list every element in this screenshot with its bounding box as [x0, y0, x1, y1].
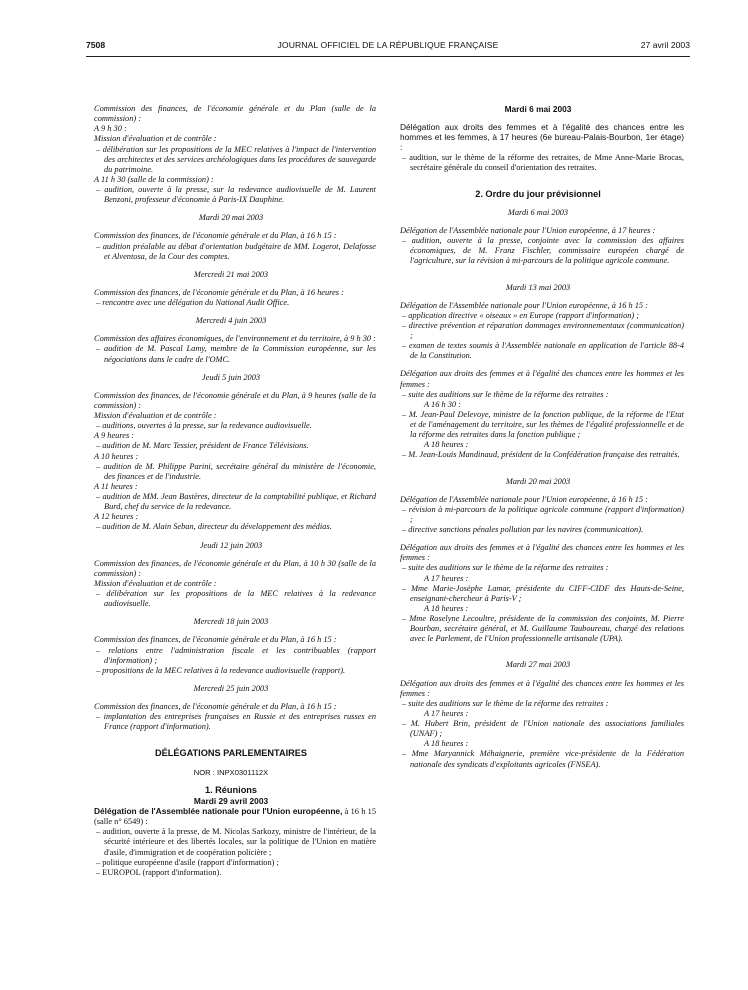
list-item: – audition de M. Marc Tessier, président de France Télévisions. [96, 441, 309, 451]
list-item: – audition, ouverte à la presse, conjointe avec la commission des affaires économiques, de M. Franz Fischler, commissaire européen chargé de l'agriculture, sur la révision à mi-parcours de la politique agricole commune. [402, 236, 684, 266]
list-item: – audition, sur le thème de la réforme des retraites, de Mme Anne-Marie Brocas, secrétaire générale du conseil d'orientation des retraites. [402, 152, 684, 172]
list-item: – rencontre avec une délégation du National Audit Office. [96, 298, 290, 307]
date-heading: Mardi 20 mai 2003 [198, 213, 264, 223]
time-label: A 18 heures : [424, 739, 469, 749]
list-item: – délibération sur les propositions de la MEC relatives à la redevance audiovisuelle. [96, 589, 376, 609]
list-item: – audition, ouverte à la presse, sur la redevance audiovisuelle de M. Laurent Benzoni, professeur d'économie à Paris-IX Dauphine. [96, 185, 376, 205]
date-heading: Mardi 6 mai 2003 [507, 207, 569, 217]
list-item: – examen de textes soumis à l'Assemblée nationale en application de l'article 88-4 de la Constitution. [402, 341, 684, 361]
list-item: – audition de M. Alain Seban, directeur du développement des médias. [96, 522, 332, 532]
paragraph: A 9 heures : [94, 431, 135, 441]
time-label: A 17 heures : [424, 573, 469, 583]
time-label: A 18 heures : [424, 603, 469, 613]
list-item: – suite des auditions sur le thème de la réforme des retraites : [402, 563, 609, 573]
list-item: – application directive « oiseaux » en Europe (rapport d'information) ; [402, 310, 640, 320]
time-label: A 18 heures : [424, 440, 469, 450]
issue-date: 27 avril 2003 [640, 40, 690, 50]
date-heading: Mercredi 4 juin 2003 [195, 316, 267, 326]
paragraph: Commission des affaires économiques, de l'environnement et du territoire, à 9 h 30 : [94, 334, 376, 344]
paragraph: Mission d'évaluation et de contrôle : [94, 411, 217, 420]
list-item: – Mme Roselyne Lecoultre, présidente de la commission des conjoints, M. Pierre Bourban, secrétaire général, et M. Guillaume Tauboureau, chargé des relations avec le Parlement, de l'Union professionnelle artisanale (UPA). [402, 614, 684, 644]
list-item: – audition de M. Pascal Lamy, membre de la Commission européenne, sur les négociations dans le cadre de l'OMC. [96, 344, 376, 364]
date-heading: Mercredi 21 mai 2003 [193, 269, 269, 279]
paragraph: A 11 h 30 (salle de la commission) : [94, 174, 214, 184]
list-item: – politique européenne d'asile (rapport d'information) ; [96, 857, 279, 867]
date-heading: Jeudi 5 juin 2003 [201, 372, 261, 382]
list-item: – M. Jean-Louis Mandinaud, président de la Confédération française des retraités. [402, 450, 680, 460]
paragraph: Délégation de l'Assemblée nationale pour l'Union européenne, à 16 h 15 : [400, 494, 648, 504]
paragraph: Mission d'évaluation et de contrôle : [94, 578, 217, 588]
paragraph: Commission des finances, de l'économie générale et du Plan (salle de la commission) : [94, 104, 376, 124]
list-item: – audition, ouverte à la presse, de M. Nicolas Sarkozy, ministre de l'intérieur, de la sécurité intérieure et des libertés locales, sur la politique de l'Union en matière d'asile, d'immigration et de coopération policière ; [96, 827, 376, 857]
paragraph: Commission des finances, de l'économie générale et du Plan, à 9 heures (salle de la commission) : [94, 390, 376, 410]
paragraph: A 10 heures : [94, 451, 139, 461]
paragraph: Délégation aux droits des femmes et à l'égalité des chances entre les hommes et les femmes : [400, 678, 684, 698]
paragraph: Délégation aux droits des femmes et à l'égalité des chances entre les hommes et les femmes : [400, 543, 684, 563]
header-rule [86, 56, 690, 57]
paragraph: A 12 heures : [94, 512, 139, 522]
date-heading: Mardi 27 mai 2003 [505, 660, 571, 670]
paragraph: Commission des finances, de l'économie générale et du Plan, à 16 h 15 : [94, 231, 337, 241]
list-item: – EUROPOL (rapport d'information). [96, 867, 222, 877]
list-item: – M. Hubert Brin, président de l'Union nationale des associations familiales (UNAF) ; [402, 719, 684, 739]
list-item: – directive sanctions pénales pollution par les navires (communication). [402, 525, 644, 535]
paragraph: Commission des finances, de l'économie générale et du Plan, à 10 h 30 (salle de la commission) : [94, 558, 376, 578]
paragraph: Délégation aux droits des femmes et à l'égalité des chances entre les hommes et les femmes, à 17 heures (6e bureau-Palais-Bourbon, 1er étage) : [400, 122, 684, 153]
subsection-title: 2. Ordre du jour prévisionnel [475, 188, 601, 199]
paragraph: Délégation de l'Assemblée nationale pour l'Union européenne, à 17 heures : [400, 226, 656, 236]
date-heading: Mardi 6 mai 2003 [504, 104, 572, 114]
list-item: – M. Jean-Paul Delevoye, ministre de la fonction publique, de la réforme de l'Etat et de l'aménagement du territoire, sur les thèmes de l'égalité professionnelle et de la réforme des retraites dans la fonction publique ; [402, 409, 684, 440]
list-item: – audition de MM. Jean Bastères, directeur de la comptabilité publique, et Richard Burd, chef du service de la redevance. [96, 492, 376, 512]
list-item: – audition préalable au débat d'orientation budgétaire de MM. Logerot, Delafosse et Alventosa, de la Cour des comptes. [96, 241, 376, 261]
date-heading: Jeudi 12 juin 2003 [199, 540, 263, 550]
list-item: – audition de M. Philippe Parini, secrétaire général du ministère de l'économie, des finances et de l'industrie. [96, 461, 376, 481]
paragraph: Commission des finances, de l'économie générale et du Plan, à 16 heures : [94, 287, 344, 297]
date-heading: Mercredi 18 juin 2003 [193, 617, 269, 627]
section-title: DÉLÉGATIONS PARLEMENTAIRES [154, 748, 308, 759]
list-item: – directive prévention et réparation dommages environnementaux (communication) ; [402, 320, 684, 341]
list-item: – révision à mi-parcours de la politique agricole commune (rapport d'information) ; [402, 504, 684, 524]
list-item: – propositions de la MEC relatives à la redevance audiovisuelle (rapport). [96, 665, 346, 675]
date-heading: Mardi 20 mai 2003 [505, 476, 571, 486]
list-item: – implantation des entreprises françaises en Russie et des entreprises russes en France (rapport d'information). [96, 712, 376, 732]
left-column [86, 104, 376, 878]
list-item: – Mme Maryannick Méhaignerie, première vice-présidente de la Fédération nationale des syndicats d'exploitants agricoles (FNSEA). [402, 749, 684, 769]
paragraph: A 9 h 30 : [94, 124, 127, 134]
date-heading: Mardi 13 mai 2003 [505, 282, 571, 292]
paragraph: Délégation de l'Assemblée nationale pour l'Union européenne, à 16 h 15 : [400, 300, 648, 310]
nor-reference: NOR : INPX0301112X [193, 767, 269, 777]
paragraph: Délégation de l'Assemblée nationale pour l'Union européenne, à 16 h 15 (salle n° 6549) : [94, 806, 377, 827]
paragraph: A 11 heures : [94, 481, 138, 491]
subsection-title: 1. Réunions [204, 784, 258, 795]
right-column [392, 104, 684, 770]
date-heading: Mardi 29 avril 2003 [193, 795, 269, 806]
list-item: – Mme Marie-Josèphe Lamar, présidente du CIFF-CIDF des Hauts-de-Seine, enseignant-chercheur à Paris-V ; [402, 583, 684, 603]
paragraph: Délégation aux droits des femmes et à l'égalité des chances entre les hommes et les femmes : [400, 369, 684, 389]
page-header [86, 40, 690, 54]
list-item: – relations entre l'administration fiscale et les contribuables (rapport d'information) ; [96, 645, 376, 665]
list-item: – auditions, ouvertes à la presse, sur la redevance audiovisuelle. [96, 421, 312, 431]
list-item: – suite des auditions sur le thème de la réforme des retraites : [402, 389, 609, 399]
list-item: – suite des auditions sur le thème de la réforme des retraites : [402, 698, 609, 708]
time-label: A 16 h 30 : [424, 399, 461, 409]
paragraph: Mission d'évaluation et de contrôle : [94, 134, 217, 144]
list-item: – délibération sur les propositions de la MEC relatives à l'impact de l'intervention des architectes et des services archéologiques dans les procédures de sauvegarde du patrimoine. [96, 144, 376, 174]
page-number: 7508 [86, 40, 106, 50]
time-label: A 17 heures : [424, 708, 469, 718]
paragraph: Commission des finances, de l'économie générale et du Plan, à 16 h 15 : [94, 702, 337, 711]
journal-title: JOURNAL OFFICIEL DE LA RÉPUBLIQUE FRANÇAISE [277, 40, 499, 50]
date-heading: Mercredi 25 juin 2003 [193, 683, 269, 693]
paragraph: Commission des finances, de l'économie générale et du Plan, à 16 h 15 : [94, 635, 337, 645]
